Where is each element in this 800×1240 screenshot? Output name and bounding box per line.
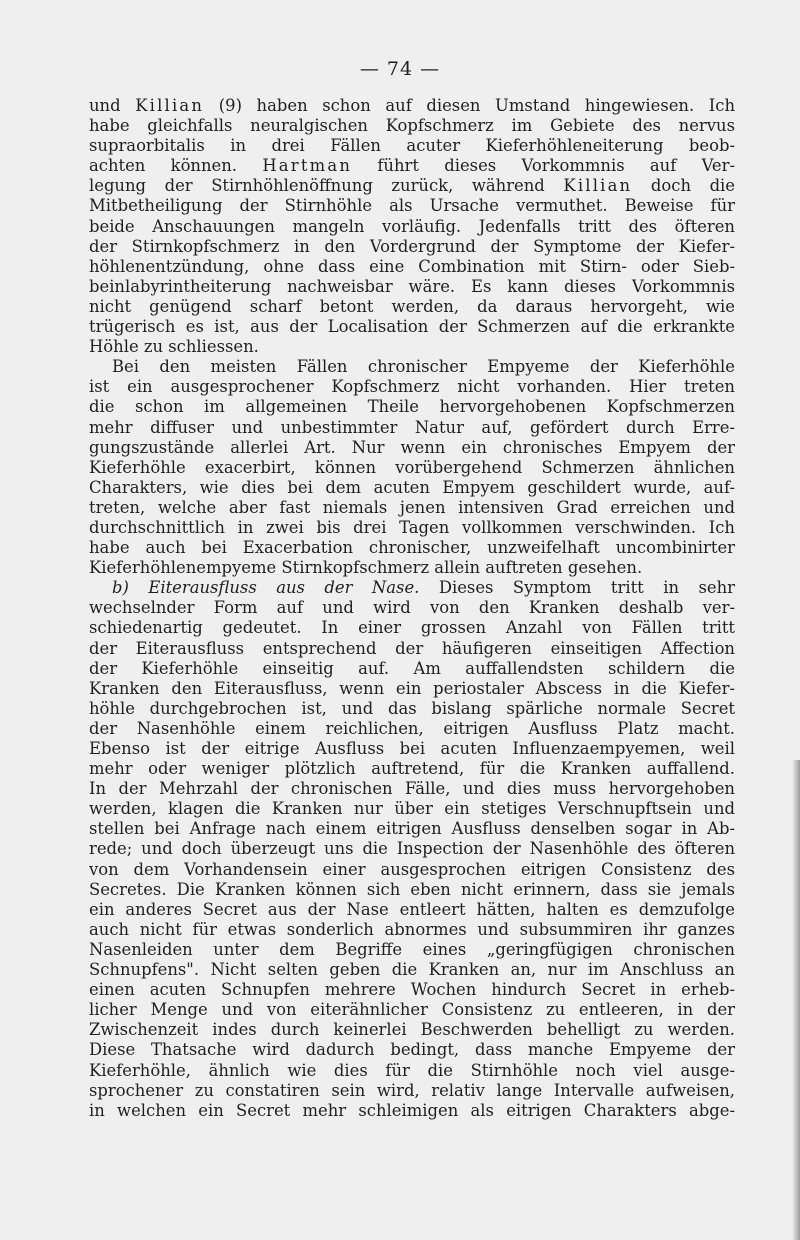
text-run: in welchen ein Secret mehr schleimigen als eitrigen Charakters abge- [89,1100,735,1120]
page-edge-shadow [792,760,800,1240]
text-run: höhlenentzündung, ohne dass eine Combination mit Stirn- oder Sieb- [89,256,735,276]
text-line [89,819,735,839]
text-run: beinlabyrintheiterung nachweisbar wäre. Es kann dieses Vorkommnis [89,276,735,296]
body-text [89,96,735,1121]
text-run: führt dieses Vorkommnis auf Ver- [352,156,735,176]
text-run: beide Anschauungen mangeln vorläufig. Jedenfalls tritt des öfteren [89,216,735,236]
text-line [89,1081,735,1101]
text-run: und [89,96,136,115]
text-run: der Nasenhöhle einem reichlichen, eitrigen Ausfluss Platz macht. [89,718,735,738]
text-run: wechselnder Form auf und wird von den Kranken deshalb ver- [89,598,735,618]
page-number: — 74 — [359,58,441,80]
text-run: rede; und doch überzeugt uns die Inspection der Nasenhöhle des öfteren [89,839,735,859]
text-run: (9) haben schon auf diesen Umstand hingewiesen. Ich [204,96,735,115]
text-line [89,639,735,659]
text-line [89,438,735,458]
text-line [89,679,735,699]
text-run: Dieses Symptom tritt in sehr [419,578,735,598]
text-run: Höhle zu schliessen. [89,337,259,357]
text-line [89,1040,735,1060]
text-line [89,779,735,799]
text-line [89,538,735,558]
text-line [89,156,735,176]
text-line [89,317,735,337]
text-line [89,478,735,498]
text-line [89,1061,735,1081]
text-run: mehr diffuser und unbestimmter Natur auf, gefördert durch Erre- [89,417,735,437]
author-name: Hartman [262,156,353,176]
text-run: Kieferhöhle, ähnlich wie dies für die Stirnhöhle noch viel ausge- [89,1060,735,1080]
text-line [89,920,735,940]
text-line [89,1000,735,1020]
text-run: Diese Thatsache wird dadurch bedingt, dass manche Empyeme der [89,1040,735,1060]
text-run: Schnupfens". Nicht selten geben die Kranken an, nur im Anschluss an [89,960,735,980]
text-run: gungszustände allerlei Art. Nur wenn ein chronisches Empyem der [89,437,735,457]
text-line [89,1101,735,1121]
text-run: Zwischenzeit indes durch keinerlei Beschwerden behelligt zu werden. [89,1020,735,1040]
text-line [89,257,735,277]
text-run: Bei den meisten Fällen chronischer Empyeme der Kieferhöhle [112,357,735,377]
text-run: die schon im allgemeinen Theile hervorgehobenen Kopfschmerzen [89,397,735,417]
text-run: habe auch bei Exacerbation chronischer, unzweifelhaft uncombinirter [89,538,735,558]
text-run: supraorbitalis in drei Fällen acuter Kieferhöhleneiterung beob- [89,136,735,156]
text-run: nicht genügend scharf betont werden, da daraus hervorgeht, wie [89,296,735,316]
text-line [89,558,735,578]
text-run: Nasenleiden unter dem Begriffe eines „geringfügigen chronischen [89,939,735,959]
text-line [89,136,735,156]
text-line [89,498,735,518]
text-run: Mitbetheiligung der Stirnhöhle als Ursache vermuthet. Beweise für [89,196,735,216]
text-line [89,940,735,960]
text-run: In der Mehrzahl der chronischen Fälle, und dies muss hervorgehoben [89,779,735,799]
text-line [89,1020,735,1040]
text-run: auch nicht für etwas sonderlich abnormes und subsummiren ihr ganzes [89,919,735,939]
text-line [89,860,735,880]
text-run: der Stirnkopfschmerz in den Vordergrund der Symptome der Kiefer- [89,236,735,256]
text-run: Kieferhöhle exacerbirt, können vorübergehend Schmerzen ähnlichen [89,457,735,477]
text-line [89,237,735,257]
text-line [89,418,735,438]
text-run: ein anderes Secret aus der Nase entleert hätten, halten es demzufolge [89,899,735,919]
text-line [89,458,735,478]
text-line [89,659,735,679]
text-run: ist ein ausgesprochener Kopfschmerz nicht vorhanden. Hier treten [89,377,735,397]
text-run: stellen bei Anfrage nach einem eitrigen Ausfluss denselben sogar in Ab- [89,819,735,839]
text-line [89,337,735,357]
text-line [89,699,735,719]
text-run: Charakters, wie dies bei dem acuten Empyem geschildert wurde, auf- [89,477,735,497]
text-run: legung der Stirnhöhlenöffnung zurück, während [89,176,564,196]
text-line [89,839,735,859]
text-line [89,377,735,397]
text-run: achten können. [89,156,263,176]
text-run: mehr oder weniger plötzlich auftretend, für die Kranken auffallend. [89,759,735,779]
text-line [89,397,735,417]
text-line [89,176,735,196]
text-line [89,799,735,819]
text-line [89,880,735,900]
text-line [89,277,735,297]
text-line [89,618,735,638]
text-run: licher Menge und von eiterähnlicher Consistenz zu entleeren, in der [89,1000,735,1020]
text-run: durchschnittlich in zwei bis drei Tagen vollkommen verschwinden. Ich [89,517,735,537]
text-run: Ebenso ist der eitrige Ausfluss bei acuten Influenzaempyemen, weil [89,739,735,758]
text-line [89,297,735,317]
author-name: Killian [135,96,205,115]
text-line [89,116,735,136]
text-line [89,598,735,618]
text-run: werden, klagen die Kranken nur über ein stetiges Verschnupftsein und [89,799,735,819]
section-heading: b) Eiterausfluss aus der Nase. [112,578,420,598]
text-line [89,217,735,237]
text-line [89,759,735,779]
text-run: sprochener zu constatiren sein wird, relativ lange Intervalle aufweisen, [89,1080,735,1100]
text-line [89,518,735,538]
text-run: Kieferhöhlenempyeme Stirnkopfschmerz allein auftreten gesehen. [89,558,643,578]
author-name: Killian [563,176,633,196]
text-line [89,739,735,759]
text-run: einen acuten Schnupfen mehrere Wochen hindurch Secret in erheb- [89,980,735,1000]
text-line [89,578,735,598]
text-line [89,719,735,739]
text-run: schiedenartig gedeutet. In einer grossen Anzahl von Fällen tritt [89,618,735,638]
text-line [89,900,735,920]
text-run: höhle durchgebrochen ist, und das bislang spärliche normale Secret [89,698,735,718]
text-run: Secretes. Die Kranken können sich eben nicht erinnern, dass sie jemals [89,879,735,899]
text-run: habe gleichfalls neuralgischen Kopfschmerz im Gebiete des nervus [89,116,735,136]
text-run: treten, welche aber fast niemals jenen intensiven Grad erreichen und [89,497,735,517]
text-line [89,960,735,980]
text-line [89,196,735,216]
text-line [89,96,735,116]
text-run: von dem Vorhandensein einer ausgesprochen eitrigen Consistenz des [89,859,735,879]
text-run: Kranken den Eiterausfluss, wenn ein periostaler Abscess in die Kiefer- [89,678,735,698]
text-run: doch die [632,176,735,196]
text-run: der Kieferhöhle einseitig auf. Am auffallendsten schildern die [89,658,735,678]
text-line [89,980,735,1000]
text-line [89,357,735,377]
text-run: trügerisch es ist, aus der Localisation der Schmerzen auf die erkrankte [89,317,735,337]
text-run: der Eiterausfluss entsprechend der häufigeren einseitigen Affection [89,638,735,658]
